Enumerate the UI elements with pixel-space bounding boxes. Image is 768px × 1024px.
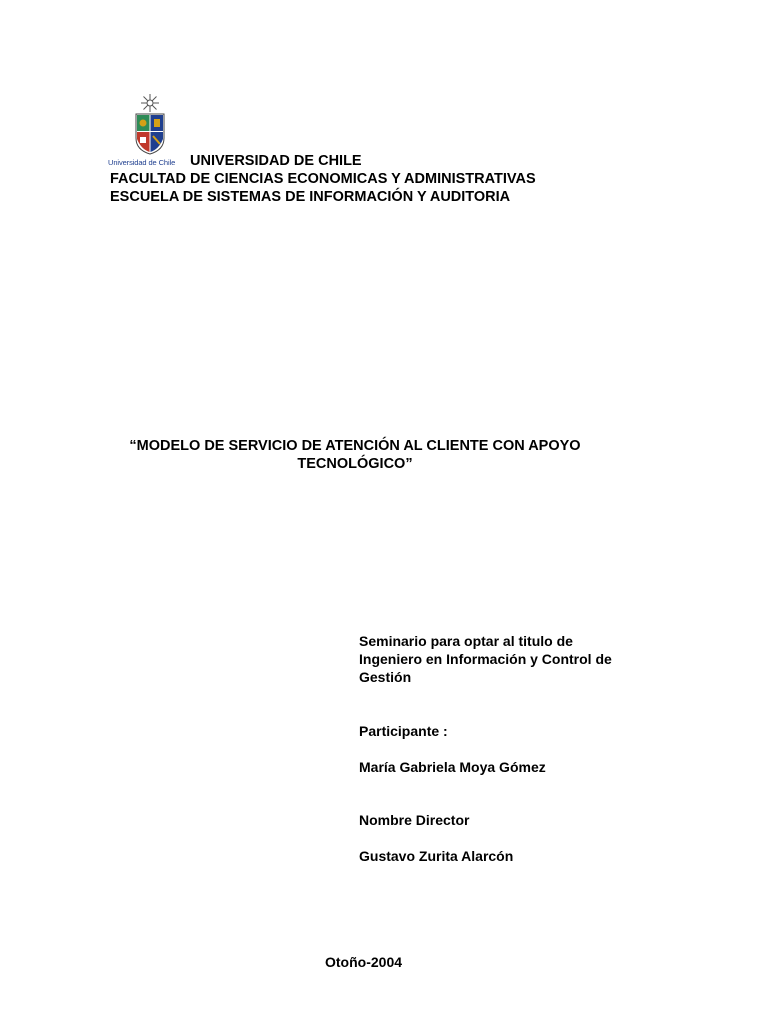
institution-header: [110, 152, 536, 206]
participant-name: María Gabriela Moya Gómez: [359, 759, 546, 775]
thesis-title: [100, 437, 610, 473]
logo-caption: Universidad de Chile: [108, 158, 176, 167]
university-name: UNIVERSIDAD DE CHILE: [190, 153, 362, 169]
university-crest-icon: [132, 92, 168, 156]
director-name: Gustavo Zurita Alarcón: [359, 848, 514, 864]
submission-date: Otoño-2004: [325, 954, 403, 970]
director-label: Nombre Director: [359, 812, 470, 828]
thesis-title-line-1: “MODELO DE SERVICIO DE ATENCIÓN AL CLIENTE CON APOYO: [129, 438, 581, 454]
school-name: ESCUELA DE SISTEMAS DE INFORMACIÓN Y AUDITORIA: [110, 189, 511, 205]
seminar-description: Seminario para optar al titulo de Ingeniero en Información y Control de Gestión: [359, 633, 612, 685]
thesis-title-line-2: TECNOLÓGICO”: [297, 456, 413, 472]
participant-label: Participante :: [359, 723, 448, 739]
faculty-name: FACULTAD DE CIENCIAS ECONOMICAS Y ADMINISTRATIVAS: [110, 171, 536, 187]
